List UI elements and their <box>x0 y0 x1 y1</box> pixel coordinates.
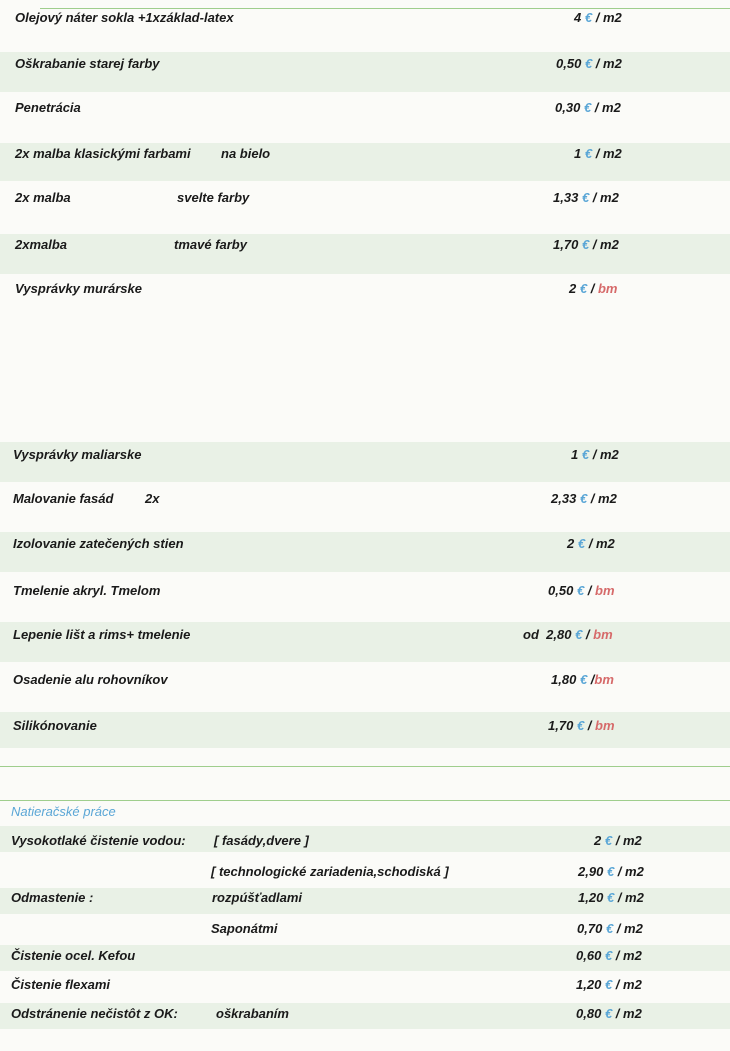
item-price: od 2,80 € / bm <box>523 627 613 642</box>
item-price: 1,70 € / m2 <box>553 237 619 252</box>
item-price: 0,70 € / m2 <box>577 921 643 936</box>
section-heading: Natieračské práce <box>11 804 116 819</box>
item-note: oškrabaním <box>216 1006 289 1021</box>
item-note: svelte farby <box>177 190 250 205</box>
item-label: Vysprávky maliarske <box>13 447 142 462</box>
item-label: Čistenie ocel. Kefou <box>11 948 136 963</box>
item-label: Osadenie alu rohovníkov <box>13 672 168 687</box>
item-price: 2,33 € / m2 <box>551 491 617 506</box>
item-label: Tmelenie akryl. Tmelom <box>13 583 161 598</box>
item-label: Vysprávky murárske <box>15 281 142 296</box>
item-label: Lepenie lišt a rims+ tmelenie <box>13 627 191 642</box>
item-price: 4 € / m2 <box>574 10 622 25</box>
item-note: [ fasády,dvere ] <box>214 833 309 848</box>
item-price: 2 € / bm <box>569 281 618 296</box>
item-price: 1,70 € / bm <box>548 718 615 733</box>
divider <box>0 800 730 801</box>
item-label: Penetrácia <box>15 100 81 115</box>
item-label: 2x malba klasickými farbami <box>15 146 191 161</box>
item-price: 1,20 € / m2 <box>576 977 642 992</box>
item-note: rozpúšťadlami <box>212 890 303 905</box>
item-price: 2 € / m2 <box>567 536 615 551</box>
item-price: 1,80 € /bm <box>551 672 614 687</box>
item-price: 2 € / m2 <box>594 833 642 848</box>
item-label: Olejový náter sokla +1xzáklad-latex <box>15 10 234 25</box>
item-price: 0,60 € / m2 <box>576 948 642 963</box>
item-price: 0,50 € / m2 <box>556 56 622 71</box>
item-label: Čistenie flexami <box>11 977 110 992</box>
item-label: Odmastenie : <box>11 890 94 905</box>
row-band <box>0 712 730 748</box>
item-price: 0,30 € / m2 <box>555 100 621 115</box>
item-price: 1,20 € / m2 <box>578 890 644 905</box>
item-note: Saponátmi <box>211 921 278 936</box>
item-price: 1,33 € / m2 <box>553 190 619 205</box>
item-price: 1 € / m2 <box>574 146 622 161</box>
item-note: [ technologické zariadenia,schodiská ] <box>211 864 449 879</box>
divider <box>0 766 730 767</box>
row-band <box>0 234 730 274</box>
item-label: 2xmalba <box>15 237 68 252</box>
item-price: 2,90 € / m2 <box>578 864 644 879</box>
item-label: Izolovanie zatečených stien <box>13 536 184 551</box>
item-label: Malovanie fasád <box>13 491 114 506</box>
top-rule <box>40 8 730 9</box>
item-label: Odstránenie nečistôt z OK: <box>11 1006 178 1021</box>
item-label: Vysokotlaké čistenie vodou: <box>11 833 186 848</box>
item-price: 1 € / m2 <box>571 447 619 462</box>
item-label: 2x malba <box>15 190 71 205</box>
item-note: na bielo <box>221 146 271 161</box>
item-label: Silikónovanie <box>13 718 97 733</box>
item-note: 2x <box>145 491 160 506</box>
item-note: tmavé farby <box>174 237 247 252</box>
item-label: Oškrabanie starej farby <box>15 56 160 71</box>
item-price: 0,50 € / bm <box>548 583 615 598</box>
item-price: 0,80 € / m2 <box>576 1006 642 1021</box>
